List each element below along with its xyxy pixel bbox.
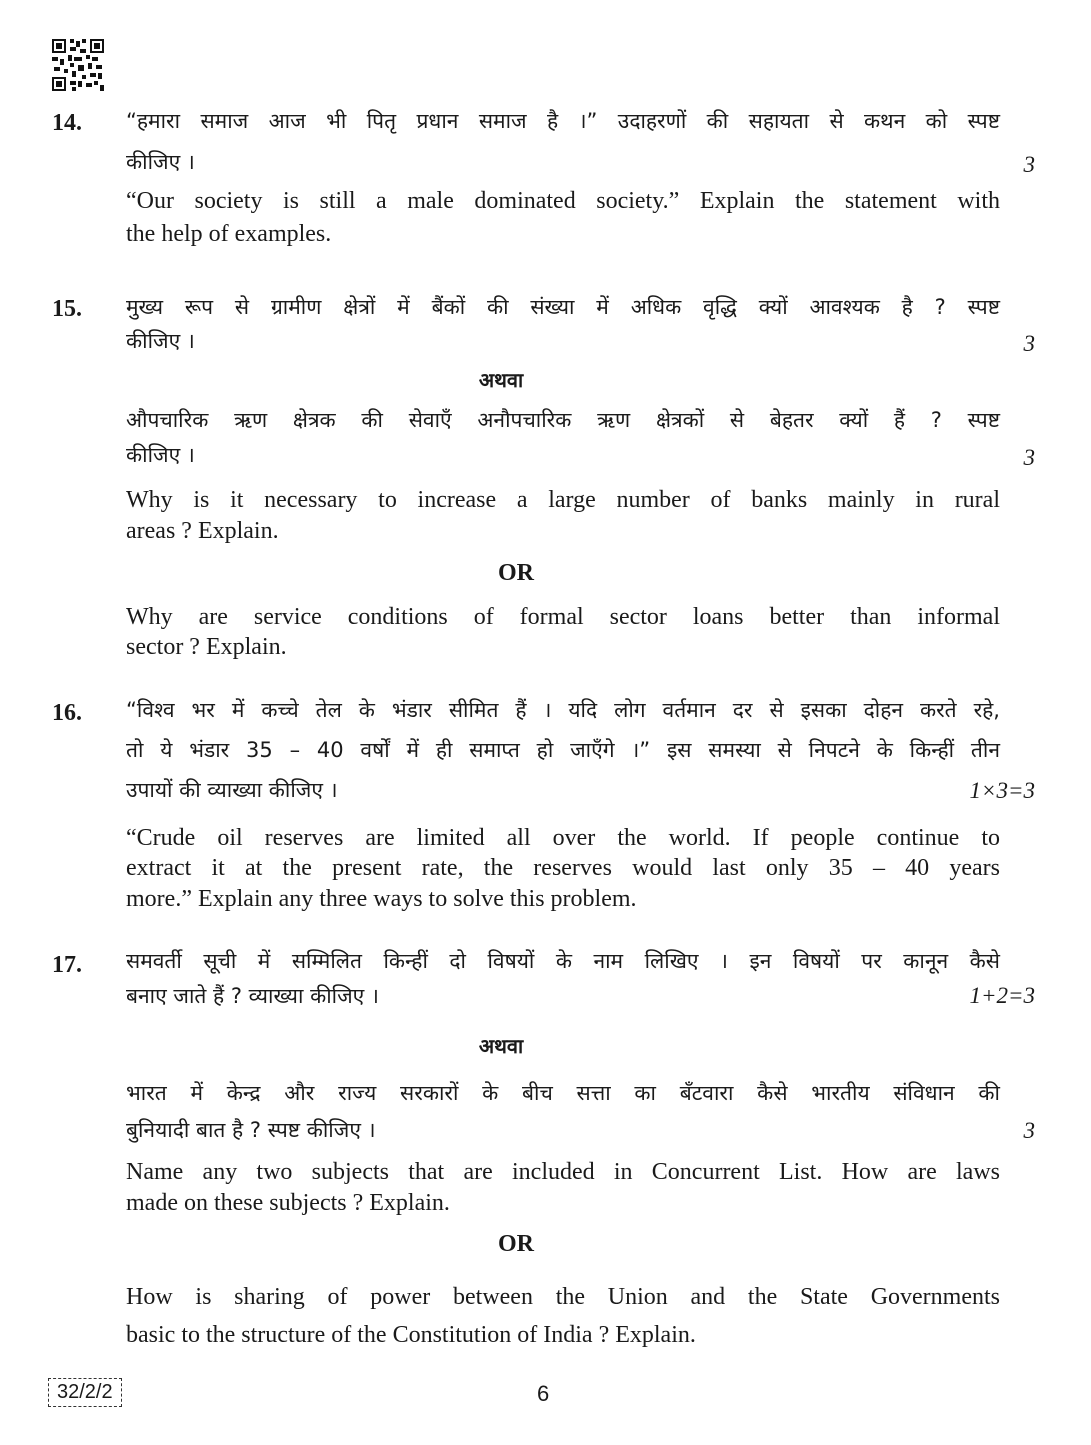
paper-code-box: 32/2/2: [48, 1378, 122, 1407]
question-text-hindi: उपायों की व्याख्या कीजिए ।: [126, 778, 338, 802]
or-divider-hindi: अथवा: [478, 1034, 524, 1058]
question-text-english: areas ? Explain.: [126, 518, 279, 544]
question-alt-text-english: How is sharing of power between the Union and the State Governments: [126, 1284, 1000, 1310]
question-text-hindi: “हमारा समाज आज भी पितृ प्रधान समाज है ।” उदाहरणों की सहायता से कथन को स्पष्ट: [126, 109, 1000, 133]
question-alt-text-english: Why are service conditions of formal sector loans better than informal: [126, 604, 1000, 630]
marks-label: 3: [1023, 331, 1035, 356]
question-text-english: more.” Explain any three ways to solve this problem.: [126, 886, 637, 912]
question-alt-text-hindi: कीजिए ।: [126, 443, 195, 467]
marks-label: 3: [1023, 1118, 1035, 1143]
question-text-english: “Crude oil reserves are limited all over the world. If people continue to: [126, 825, 1000, 851]
question-text-english: extract it at the present rate, the reserves would last only 35 – 40 years: [126, 855, 1000, 881]
marks-label: 3: [1023, 445, 1035, 470]
question-text-english: the help of examples.: [126, 221, 332, 247]
qr-code-icon: [52, 39, 104, 91]
marks-label: 3: [1023, 152, 1035, 177]
question-text-english: “Our society is still a male dominated society.” Explain the statement with: [126, 188, 1000, 214]
question-alt-text-english: sector ? Explain.: [126, 634, 287, 660]
or-divider-english: OR: [498, 560, 534, 586]
question-text-english: Why is it necessary to increase a large number of banks mainly in rural: [126, 487, 1000, 513]
question-text-english: made on these subjects ? Explain.: [126, 1190, 450, 1216]
or-divider-english: OR: [498, 1231, 534, 1257]
question-text-hindi: मुख्य रूप से ग्रामीण क्षेत्रों में बैंकों की संख्या में अधिक वृद्धि क्यों आवश्यक है ? स्पष्ट: [126, 295, 1000, 319]
page-number: 6: [537, 1381, 550, 1406]
question-text-hindi: समवर्ती सूची में सम्मिलित किन्हीं दो विषयों के नाम लिखिए । इन विषयों पर कानून कैसे: [126, 949, 1000, 973]
question-number: 14.: [52, 110, 82, 136]
question-alt-text-hindi: भारत में केन्द्र और राज्य सरकारों के बीच सत्ता का बँटवारा कैसे भारतीय संविधान की: [126, 1081, 1000, 1105]
question-number: 15.: [52, 296, 82, 322]
or-divider-hindi: अथवा: [478, 368, 524, 392]
question-text-hindi: बनाए जाते हैं ? व्याख्या कीजिए ।: [126, 984, 379, 1008]
marks-label: 1×3=3: [969, 778, 1035, 803]
question-text-hindi: कीजिए ।: [126, 329, 195, 353]
question-alt-text-english: basic to the structure of the Constitution of India ? Explain.: [126, 1322, 696, 1348]
question-text-english: Name any two subjects that are included in Concurrent List. How are laws: [126, 1159, 1000, 1185]
question-alt-text-hindi: औपचारिक ऋण क्षेत्रक की सेवाएँ अनौपचारिक ऋण क्षेत्रकों से बेहतर क्यों हैं ? स्पष्ट: [126, 408, 1000, 432]
question-text-hindi: तो ये भंडार 35 – 40 वर्षों में ही समाप्त हो जाएँगे ।” इस समस्या से निपटने के किन्हीं तीन: [126, 738, 1000, 762]
marks-label: 1+2=3: [969, 983, 1035, 1008]
question-number: 17.: [52, 952, 82, 978]
question-text-hindi: कीजिए ।: [126, 150, 195, 174]
question-text-hindi: “विश्व भर में कच्चे तेल के भंडार सीमित हैं । यदि लोग वर्तमान दर से इसका दोहन करते रहे,: [126, 698, 1000, 722]
question-alt-text-hindi: बुनियादी बात है ? स्पष्ट कीजिए ।: [126, 1118, 376, 1142]
question-number: 16.: [52, 700, 82, 726]
